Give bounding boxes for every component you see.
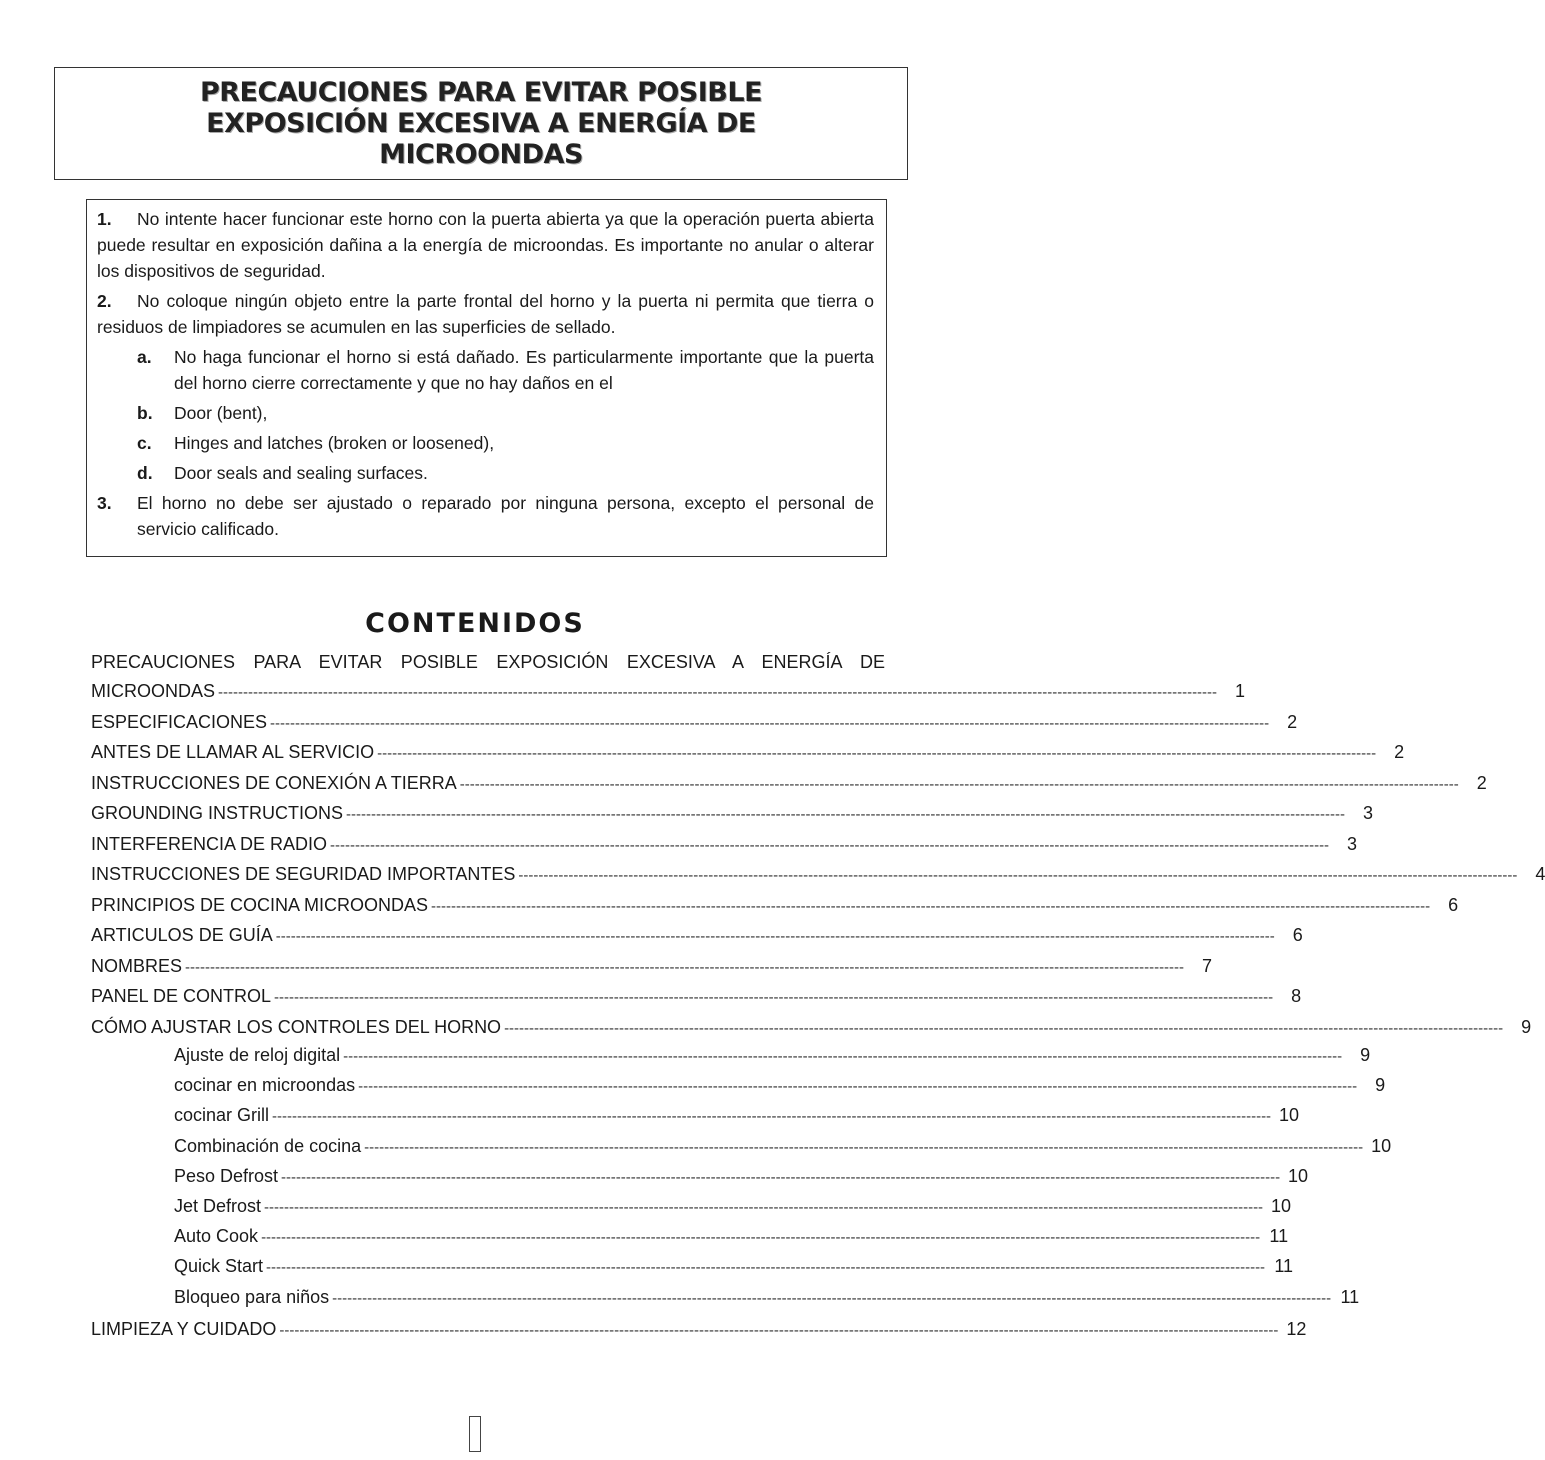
toc-leader-dashes: --------------------------------------------------------------------------------------------------------------------------------------------------------------------------------------------------------: [218, 684, 1218, 701]
item-text: El horno no debe ser ajustado o reparado por ninguna persona, excepto el personal de servicio calificado.: [137, 493, 874, 539]
toc-entry: [131, 1253, 1294, 1279]
toc-entry-page: 10: [1288, 1165, 1309, 1186]
toc-entry-page: 8: [1291, 986, 1302, 1006]
toc-entry-label: Jet Defrost: [174, 1195, 262, 1216]
toc-entry-label: Combinación de cocina: [174, 1135, 362, 1156]
toc-entry-page: 11: [1269, 1226, 1289, 1247]
table-of-contents: [91, 648, 1545, 1344]
toc-entry-page: 2: [1287, 711, 1298, 732]
toc-leader-dashes: --------------------------------------------------------------------------------------------------------------------------------------------------------------------------------------------------------: [261, 1229, 1261, 1247]
item-number: 3.: [97, 493, 112, 513]
toc-leader-dashes: --------------------------------------------------------------------------------------------------------------------------------------------------------------------------------------------------------: [266, 1259, 1266, 1277]
toc-entry-label: ANTES DE LLAMAR AL SERVICIO: [91, 742, 375, 762]
toc-main-entries: [91, 676, 1545, 1042]
toc-entry: [131, 1133, 1392, 1159]
toc-entry: [91, 737, 1405, 768]
toc-entry-page: 3: [1363, 803, 1374, 823]
toc-entry: [91, 981, 1302, 1012]
precaution-sub-a: [137, 344, 874, 396]
toc-entry: [131, 1223, 1289, 1249]
toc-leader-dashes: --------------------------------------------------------------------------------------------------------------------------------------------------------------------------------------------------------: [274, 989, 1274, 1006]
toc-leader-dashes: --------------------------------------------------------------------------------------------------------------------------------------------------------------------------------------------------------: [346, 806, 1346, 823]
item-text: Door (bent),: [174, 403, 268, 423]
toc-entry: [91, 676, 1246, 707]
item-number: a.: [137, 347, 152, 367]
toc-leader-dashes: --------------------------------------------------------------------------------------------------------------------------------------------------------------------------------------------------------: [343, 1048, 1343, 1065]
toc-entry: [91, 829, 1358, 860]
toc-entry-page: 2: [1394, 742, 1405, 762]
toc-entry-label: Auto Cook: [174, 1226, 259, 1247]
toc-leader-dashes: --------------------------------------------------------------------------------------------------------------------------------------------------------------------------------------------------------: [364, 1138, 1364, 1156]
toc-entry-page: 2: [1476, 772, 1487, 793]
toc-entry-page: 11: [1274, 1256, 1294, 1277]
toc-entry-label: Bloqueo para niños: [174, 1286, 330, 1307]
toc-entry-label: CÓMO AJUSTAR LOS CONTROLES DEL HORNO: [91, 1016, 502, 1037]
toc-entry-page: 11: [1340, 1286, 1360, 1307]
page-number-glyph: [469, 1416, 481, 1452]
toc-entry-label: PANEL DE CONTROL: [91, 986, 272, 1006]
toc-entry-label: GROUNDING INSTRUCTIONS: [91, 803, 343, 823]
toc-sub-entries: [91, 1042, 1392, 1310]
contents-heading: CONTENIDOS: [365, 608, 585, 639]
toc-entry-page: 10: [1371, 1135, 1392, 1156]
toc-entry-label: NOMBRES: [91, 955, 183, 976]
item-text: No coloque ningún objeto entre la parte frontal del horno y la puerta ni permita que tierra o residuos de limpiadores se acumulen en las superficies de sellado.: [97, 291, 874, 337]
item-text: Hinges and latches (broken or loosened),: [174, 433, 495, 453]
toc-entry: [131, 1284, 1360, 1310]
toc-leader-dashes: --------------------------------------------------------------------------------------------------------------------------------------------------------------------------------------------------------: [377, 745, 1377, 762]
toc-leader-dashes: --------------------------------------------------------------------------------------------------------------------------------------------------------------------------------------------------------: [358, 1078, 1358, 1096]
toc-leader-dashes: --------------------------------------------------------------------------------------------------------------------------------------------------------------------------------------------------------: [332, 1289, 1332, 1307]
toc-leader-dashes: --------------------------------------------------------------------------------------------------------------------------------------------------------------------------------------------------------: [272, 1108, 1272, 1126]
toc-last-entry: [91, 1314, 1307, 1345]
toc-entry: [91, 890, 1459, 921]
toc-entry: [131, 1042, 1371, 1068]
precaution-sub-b: [137, 400, 874, 426]
toc-entry-label: Peso Defrost: [174, 1165, 279, 1186]
toc-entry-page: 1: [1235, 681, 1246, 701]
item-number: 1.: [97, 209, 112, 229]
toc-entry: [131, 1163, 1309, 1189]
toc-entry-label: INSTRUCCIONES DE SEGURIDAD IMPORTANTES: [91, 864, 516, 884]
toc-entry: [91, 798, 1374, 829]
toc-entry-label: cocinar Grill: [174, 1105, 270, 1126]
item-text: Door seals and sealing surfaces.: [174, 463, 428, 483]
item-text: No haga funcionar el horno si está dañado. Es particularmente importante que la puerta del horno cierre correctamente y que no hay daños en el: [174, 347, 874, 393]
toc-entry-label: ESPECIFICACIONES: [91, 711, 268, 732]
toc-leader-dashes: --------------------------------------------------------------------------------------------------------------------------------------------------------------------------------------------------------: [185, 958, 1185, 976]
toc-entry-page: 3: [1347, 833, 1358, 854]
toc-entry: [131, 1072, 1386, 1098]
item-text: No intente hacer funcionar este horno con la puerta abierta ya que la operación puerta abierta puede resultar en exposición dañina a la energía de microondas. Es importante no anular o alterar los dispositivos de seguridad.: [97, 209, 874, 281]
toc-entry-label: MICROONDAS: [91, 681, 216, 701]
toc-entry-page: 9: [1360, 1045, 1371, 1065]
toc-first-line: PRECAUCIONES PARA EVITAR POSIBLE EXPOSICIÓN EXCESIVA A ENERGÍA DE: [91, 652, 885, 672]
toc-entry-page: 9: [1521, 1016, 1532, 1037]
precaution-sub-c: [137, 430, 874, 456]
toc-entry: [91, 1012, 1532, 1043]
toc-entry: [131, 1193, 1292, 1219]
title-line-2: EXPOSICIÓN EXCESIVA A ENERGÍA DE: [206, 108, 756, 139]
toc-leader-dashes: --------------------------------------------------------------------------------------------------------------------------------------------------------------------------------------------------------: [459, 775, 1459, 793]
toc-entry-label: Ajuste de reloj digital: [174, 1045, 341, 1065]
item-number: d.: [137, 463, 153, 483]
toc-leader-dashes: --------------------------------------------------------------------------------------------------------------------------------------------------------------------------------------------------------: [264, 1198, 1264, 1216]
toc-leader-dashes: --------------------------------------------------------------------------------------------------------------------------------------------------------------------------------------------------------: [431, 897, 1431, 915]
toc-entry: [91, 920, 1303, 951]
toc-entry-page: 4: [1535, 864, 1545, 884]
toc-entry-label: INTERFERENCIA DE RADIO: [91, 833, 328, 854]
toc-leader-dashes: --------------------------------------------------------------------------------------------------------------------------------------------------------------------------------------------------------: [279, 1321, 1279, 1339]
toc-entry-label: ARTICULOS DE GUÍA: [91, 925, 273, 945]
page-title-box: [54, 67, 908, 180]
toc-entry-page: 12: [1286, 1318, 1307, 1339]
precaution-sub-d: [137, 460, 874, 486]
toc-entry: [91, 707, 1298, 738]
toc-entry-page: 6: [1448, 894, 1459, 915]
toc-entry-label: PRINCIPIOS DE COCINA MICROONDAS: [91, 894, 429, 915]
toc-leader-dashes: --------------------------------------------------------------------------------------------------------------------------------------------------------------------------------------------------------: [270, 714, 1270, 732]
item-number: c.: [137, 433, 152, 453]
toc-entry: [91, 1314, 1307, 1345]
toc-entry-label: Quick Start: [174, 1256, 264, 1277]
toc-leader-dashes: --------------------------------------------------------------------------------------------------------------------------------------------------------------------------------------------------------: [275, 928, 1275, 945]
toc-leader-dashes: --------------------------------------------------------------------------------------------------------------------------------------------------------------------------------------------------------: [330, 836, 1330, 854]
toc-entry-page: 9: [1375, 1075, 1386, 1096]
toc-entry-page: 7: [1202, 955, 1213, 976]
toc-entry-label: INSTRUCCIONES DE CONEXIÓN A TIERRA: [91, 772, 457, 793]
toc-entry-page: 10: [1279, 1105, 1300, 1126]
precaution-item-1: [97, 206, 874, 284]
toc-entry-page: 10: [1271, 1195, 1292, 1216]
toc-leader-dashes: --------------------------------------------------------------------------------------------------------------------------------------------------------------------------------------------------------: [504, 1019, 1504, 1037]
precaution-item-2: [97, 288, 874, 340]
title-line-3: MICROONDAS: [379, 139, 583, 170]
toc-entry: [91, 768, 1487, 799]
item-number: b.: [137, 403, 153, 423]
toc-entry-label: cocinar en microondas: [174, 1075, 356, 1096]
toc-entry-label: LIMPIEZA Y CUIDADO: [91, 1318, 277, 1339]
precautions-box: [86, 199, 887, 557]
toc-entry: [91, 859, 1545, 890]
item-number: 2.: [97, 291, 112, 311]
precaution-item-3: [97, 490, 874, 542]
toc-leader-dashes: --------------------------------------------------------------------------------------------------------------------------------------------------------------------------------------------------------: [518, 867, 1518, 884]
toc-entry: [91, 951, 1213, 982]
toc-entry: [131, 1102, 1300, 1128]
toc-leader-dashes: --------------------------------------------------------------------------------------------------------------------------------------------------------------------------------------------------------: [281, 1168, 1281, 1186]
toc-entry-page: 6: [1292, 925, 1303, 945]
title-line-1: PRECAUCIONES PARA EVITAR POSIBLE: [199, 77, 763, 108]
